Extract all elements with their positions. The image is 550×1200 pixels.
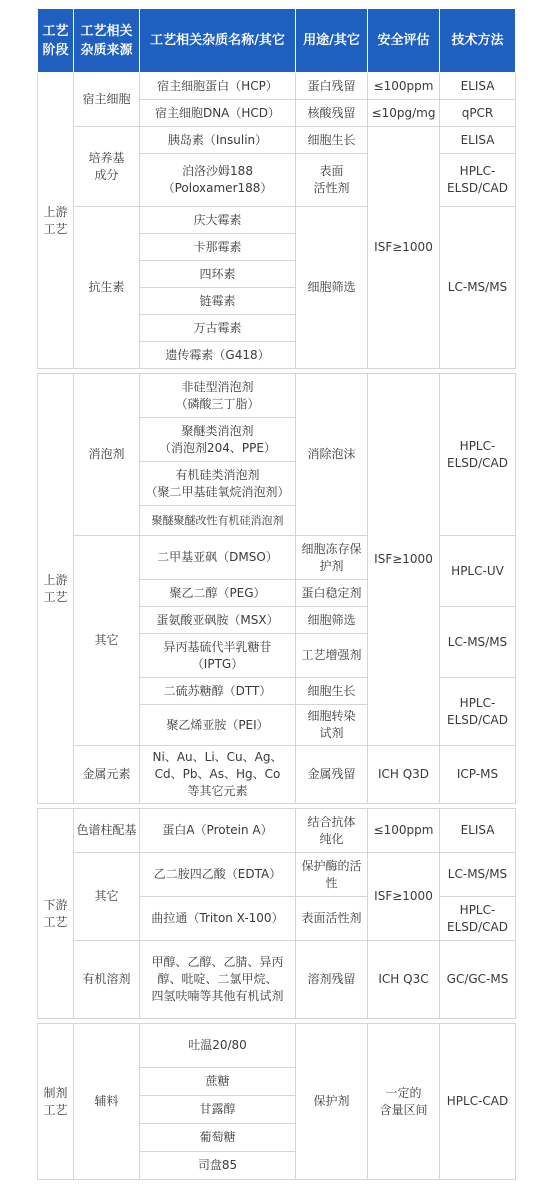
impurity-name: 司盘85: [140, 1152, 296, 1180]
safety-cell: ≤100ppm: [368, 73, 440, 100]
stage-cell: 下游 工艺: [38, 809, 74, 1019]
method-cell: HPLC-CAD: [440, 1024, 516, 1180]
impurity-name: 链霉素: [140, 288, 296, 315]
use-cell: 蛋白残留: [296, 73, 368, 100]
header-stage: 工艺 阶段: [38, 9, 74, 73]
table-row: [38, 374, 516, 418]
table-row: [38, 809, 516, 853]
header-name: 工艺相关杂质名称/其它: [140, 9, 296, 73]
safety-cell: ICH Q3C: [368, 941, 440, 1019]
method-cell: ELISA: [440, 809, 516, 853]
source-cell: 其它: [74, 536, 140, 746]
use-cell: 细胞生长: [296, 678, 368, 705]
use-cell: 细胞生长: [296, 127, 368, 154]
method-cell: HPLC- ELSD/CAD: [440, 154, 516, 207]
table-row: [38, 853, 516, 897]
source-cell: 其它: [74, 853, 140, 941]
impurity-name: 聚乙烯亚胺（PEI）: [140, 705, 296, 746]
safety-cell: ISF≥1000: [368, 127, 440, 369]
use-cell: 溶剂残留: [296, 941, 368, 1019]
impurity-name: 庆大霉素: [140, 207, 296, 234]
safety-cell: ISF≥1000: [368, 374, 440, 746]
use-cell: 核酸残留: [296, 100, 368, 127]
source-cell: 有机溶剂: [74, 941, 140, 1019]
impurity-name: 甲醇、乙醇、乙腈、异丙 醇、吡啶、二氯甲烷、 四氢呋喃等其他有机试剂: [140, 941, 296, 1019]
header-source: 工艺相关 杂质来源: [74, 9, 140, 73]
method-cell: ICP-MS: [440, 746, 516, 804]
header-use: 用途/其它: [296, 9, 368, 73]
impurity-name: 有机硅类消泡剂 （聚二甲基硅氧烷消泡剂）: [140, 462, 296, 506]
source-cell: 培养基 成分: [74, 127, 140, 207]
table-row: [38, 1024, 516, 1068]
impurity-table-container: [37, 8, 515, 1180]
impurity-name: 非硅型消泡剂 （磷酸三丁脂）: [140, 374, 296, 418]
impurity-name: 卡那霉素: [140, 234, 296, 261]
safety-cell: ≤10pg/mg: [368, 100, 440, 127]
impurity-name: 聚醚类消泡剂 （消泡剂204、PPE）: [140, 418, 296, 462]
impurity-table: [37, 8, 516, 1180]
use-cell: 蛋白稳定剂: [296, 580, 368, 607]
use-cell: 细胞筛选: [296, 207, 368, 369]
table-row: [38, 127, 516, 154]
use-cell: 细胞筛选: [296, 607, 368, 634]
source-cell: 消泡剂: [74, 374, 140, 536]
method-cell: ELISA: [440, 73, 516, 100]
safety-cell: ≤100ppm: [368, 809, 440, 853]
impurity-name: 遗传霉素（G418）: [140, 342, 296, 369]
table-row: [38, 746, 516, 804]
method-cell: LC-MS/MS: [440, 853, 516, 897]
impurity-name: 泊洛沙姆188 （Poloxamer188）: [140, 154, 296, 207]
use-cell: 消除泡沫: [296, 374, 368, 536]
impurity-name: 曲拉通（Triton X-100）: [140, 897, 296, 941]
stage-cell: 制剂 工艺: [38, 1024, 74, 1180]
method-cell: ELISA: [440, 127, 516, 154]
impurity-name: 四环素: [140, 261, 296, 288]
safety-cell: 一定的 含量区间: [368, 1024, 440, 1180]
source-cell: 辅料: [74, 1024, 140, 1180]
header-row: [38, 9, 516, 73]
method-cell: HPLC- ELSD/CAD: [440, 897, 516, 941]
impurity-name: 吐温20/80: [140, 1024, 296, 1068]
impurity-name: 胰岛素（Insulin）: [140, 127, 296, 154]
impurity-name: 葡萄糖: [140, 1124, 296, 1152]
use-cell: 表面 活性剂: [296, 154, 368, 207]
use-cell: 保护剂: [296, 1024, 368, 1180]
impurity-name: 蛋氨酸亚砜胺（MSX）: [140, 607, 296, 634]
method-cell: HPLC- ELSD/CAD: [440, 374, 516, 536]
impurity-name: 二甲基亚砜（DMSO）: [140, 536, 296, 580]
source-cell: 金属元素: [74, 746, 140, 804]
table-row: [38, 941, 516, 1019]
impurity-name: 蛋白A（Protein A）: [140, 809, 296, 853]
method-cell: qPCR: [440, 100, 516, 127]
method-cell: LC-MS/MS: [440, 207, 516, 369]
method-cell: HPLC-UV: [440, 536, 516, 607]
table-row: [38, 207, 516, 234]
source-cell: 宿主细胞: [74, 73, 140, 127]
use-cell: 金属残留: [296, 746, 368, 804]
source-cell: 抗生素: [74, 207, 140, 369]
impurity-name: 甘露醇: [140, 1096, 296, 1124]
impurity-name: 异丙基硫代半乳糖苷 （IPTG）: [140, 634, 296, 678]
impurity-name: 万古霉素: [140, 315, 296, 342]
stage-cell: 上游 工艺: [38, 73, 74, 369]
impurity-name: Ni、Au、Li、Cu、Ag、 Cd、Pb、As、Hg、Co 等其它元素: [140, 746, 296, 804]
safety-cell: ICH Q3D: [368, 746, 440, 804]
source-cell: 色谱柱配基: [74, 809, 140, 853]
safety-cell: ISF≥1000: [368, 853, 440, 941]
table-row: [38, 73, 516, 100]
method-cell: GC/GC-MS: [440, 941, 516, 1019]
impurity-name: 宿主细胞蛋白（HCP）: [140, 73, 296, 100]
method-cell: HPLC- ELSD/CAD: [440, 678, 516, 746]
impurity-name: 聚醚聚醚改性有机硅消泡剂: [140, 506, 296, 536]
use-cell: 工艺增强剂: [296, 634, 368, 678]
impurity-name: 乙二胺四乙酸（EDTA）: [140, 853, 296, 897]
use-cell: 细胞冻存保 护剂: [296, 536, 368, 580]
use-cell: 结合抗体 纯化: [296, 809, 368, 853]
use-cell: 细胞转染 试剂: [296, 705, 368, 746]
stage-cell: 上游 工艺: [38, 374, 74, 804]
use-cell: 保护酶的活 性: [296, 853, 368, 897]
method-cell: LC-MS/MS: [440, 607, 516, 678]
impurity-name: 蔗糖: [140, 1068, 296, 1096]
impurity-name: 聚乙二醇（PEG）: [140, 580, 296, 607]
use-cell: 表面活性剂: [296, 897, 368, 941]
table-row: [38, 536, 516, 580]
header-method: 技术方法: [440, 9, 516, 73]
impurity-name: 宿主细胞DNA（HCD）: [140, 100, 296, 127]
header-safety: 安全评估: [368, 9, 440, 73]
impurity-name: 二硫苏糖醇（DTT）: [140, 678, 296, 705]
